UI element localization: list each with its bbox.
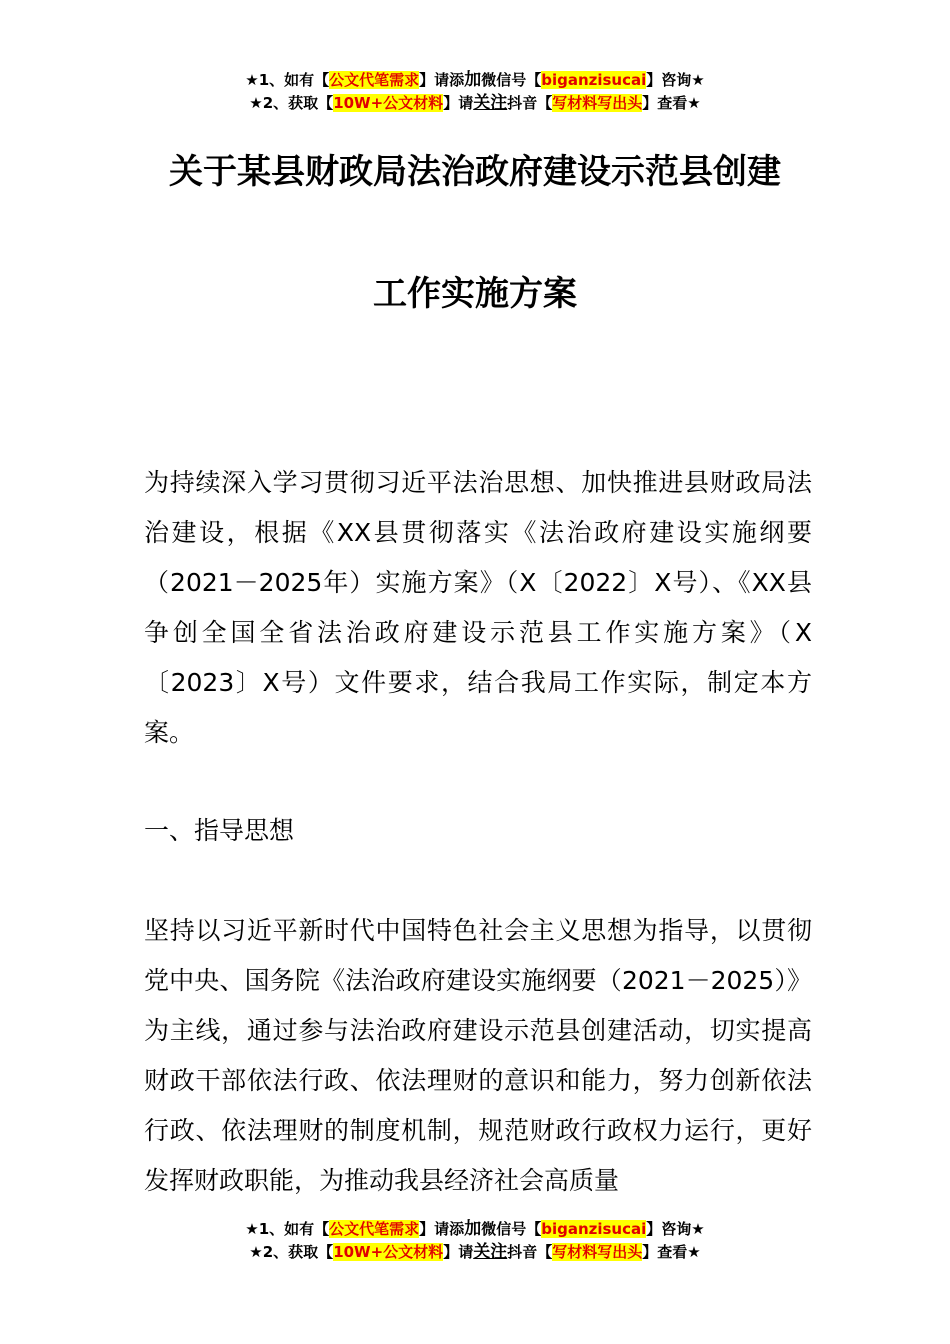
promo-highlight-service: 公文代笔需求 (329, 71, 420, 89)
promo-highlight-douyin: 写材料写出头 (552, 1243, 643, 1261)
document-title-line-2: 工作实施方案 (373, 274, 577, 314)
promo-text: 】请 (443, 1243, 474, 1261)
intro-paragraph: 为持续深入学习贯彻习近平法治思想、加快推进县财政局法治建设，根据《XX县贯彻落实《法治政府建设实施纲要（2021－2025年）实施方案》（X〔2022〕X号）、《XX县争创全国全省法治政府建设示范县工作实施方案》（X〔2023〕X号）文件要求，结合我局工作实际，制定本方案。 (144, 468, 812, 747)
promo-line-1 (0, 1218, 950, 1241)
promo-text: 】请添 (419, 1220, 465, 1238)
promo-text: 】咨询★ (646, 1220, 705, 1238)
promo-text: 关注 (473, 93, 508, 113)
promo-text: 】咨询★ (646, 71, 705, 89)
promo-text: 】查看★ (642, 94, 701, 112)
promo-text: 微信号【 (481, 1220, 542, 1238)
promo-text: ★2、获取【 (249, 94, 334, 112)
promo-highlight-materials: 10W+公文材料 (333, 1243, 444, 1261)
promo-banner-bottom (0, 1218, 950, 1264)
promo-line-2 (0, 92, 950, 115)
promo-text: ★1、如有【 (245, 1220, 330, 1238)
promo-text: 抖音【 (507, 94, 553, 112)
section-heading: 一、指导思想 (144, 816, 295, 845)
promo-highlight-service: 公文代笔需求 (329, 1220, 420, 1238)
promo-text: 微信号【 (481, 71, 542, 89)
promo-highlight-wechat: biganzisucai (541, 71, 647, 89)
section-paragraph: 坚持以习近平新时代中国特色社会主义思想为指导，以贯彻党中央、国务院《法治政府建设实施纲要（2021－2025）》为主线，通过参与法治政府建设示范县创建活动，切实提高财政干部依法行政、依法理财的意识和能力，努力创新依法行政、依法理财的制度机制，规范财政行政权力运行，更好发挥财政职能，为推动我县经济社会高质量 (144, 916, 812, 1195)
promo-text: 关注 (473, 1242, 508, 1262)
document-title-line-1: 关于某县财政局法治政府建设示范县创建 (169, 152, 781, 192)
promo-text: 】查看★ (642, 1243, 701, 1261)
promo-text: 】请添 (419, 71, 465, 89)
promo-text: 】请 (443, 94, 474, 112)
promo-text: 加 (464, 70, 482, 90)
promo-text: 抖音【 (507, 1243, 553, 1261)
promo-text: 加 (464, 1219, 482, 1239)
promo-banner-top (0, 69, 950, 115)
promo-highlight-wechat: biganzisucai (541, 1220, 647, 1238)
promo-line-2 (0, 1241, 950, 1264)
promo-text: ★1、如有【 (245, 71, 330, 89)
promo-line-1 (0, 69, 950, 92)
promo-highlight-materials: 10W+公文材料 (333, 94, 444, 112)
promo-highlight-douyin: 写材料写出头 (552, 94, 643, 112)
promo-text: ★2、获取【 (249, 1243, 334, 1261)
